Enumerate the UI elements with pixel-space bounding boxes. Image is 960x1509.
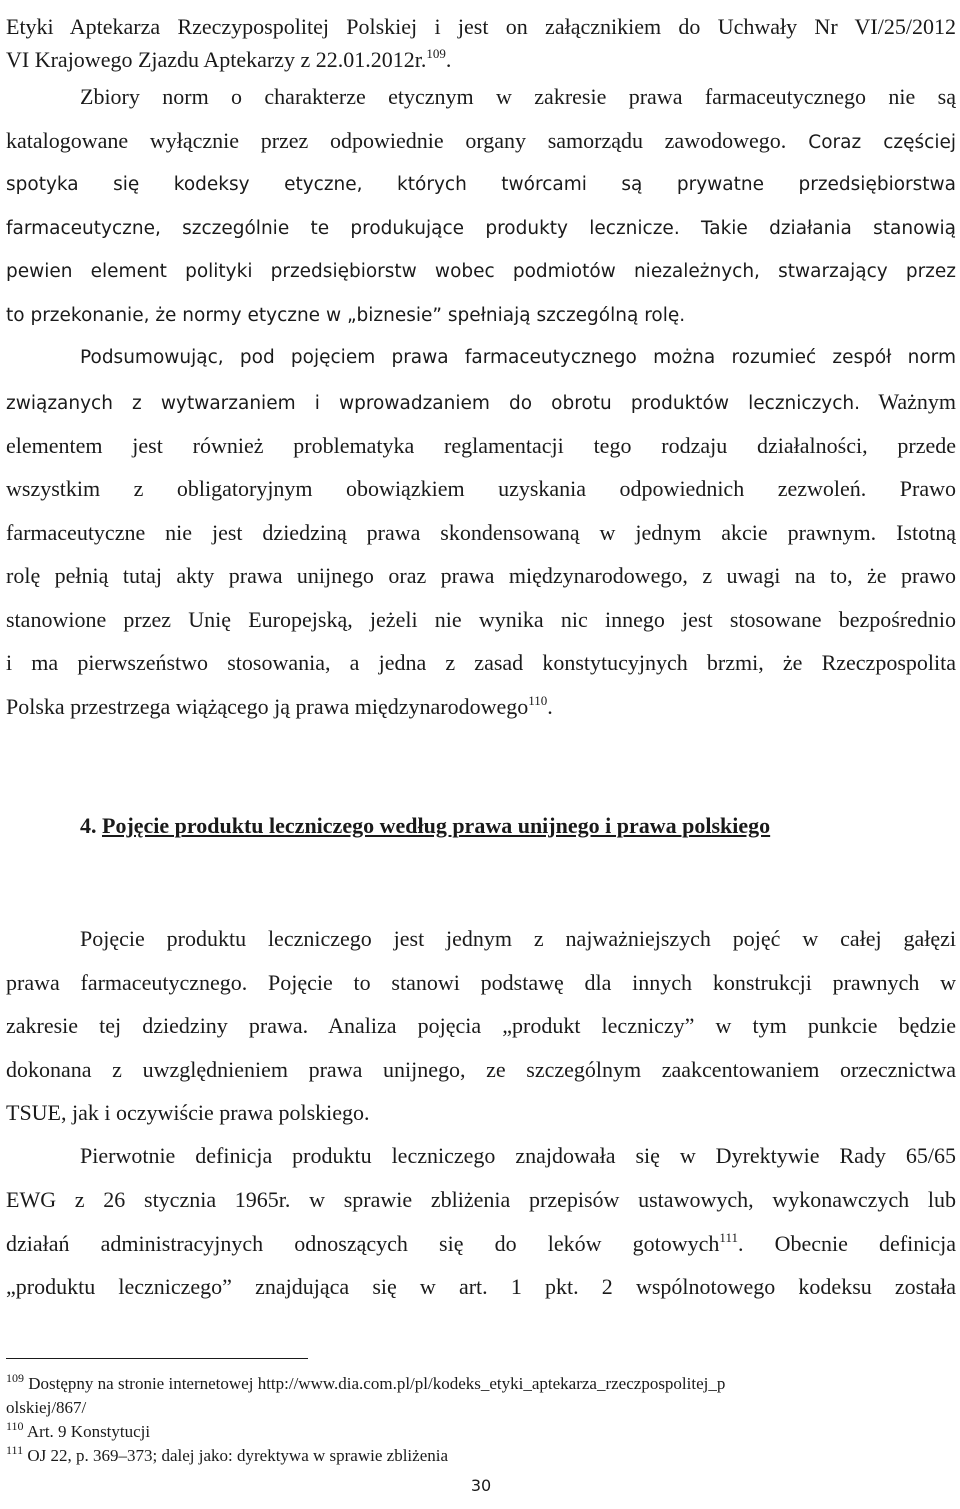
text-line: rolę pełnią tutaj akty prawa unijnego oraz prawa międzynarodowego, z uwagi na to, że prawo [6, 563, 956, 588]
text-line: stanowione przez Unię Europejską, jeżeli nie wynika nic innego jest stosowane bezpośrednio [6, 607, 956, 632]
text-line: Pojęcie produktu leczniczego jest jednym z najważniejszych pojęć w całej gałęzi [80, 926, 956, 951]
text-line: „produktu leczniczego” znajdująca się w art. 1 pkt. 2 wspólnotowego kodeksu została [6, 1274, 956, 1299]
text-line: to przekonanie, że normy etyczne w „biznesie” spełniają szczególną rolę. [6, 305, 686, 326]
text-line: Polska przestrzega wiążącego ją prawa międzynarodowego$^{110}$. [6, 693, 553, 719]
text-line: farmaceutyczne, szczególnie te produkujące produkty lecznicze. Takie działania stanowią [6, 218, 956, 239]
text-line: Zbiory norm o charakterze etycznym w zakresie prawa farmaceutycznego nie są [80, 84, 956, 109]
text-line: Pierwotnie definicja produktu leczniczego znajdowała się w Dyrektywie Rady 65/65 [80, 1143, 956, 1168]
footnote: olskiej/867/ [6, 1398, 87, 1417]
text-line: wszystkim z obligatoryjnym obowiązkiem uzyskania odpowiednich zezwoleń. Prawo [6, 476, 956, 501]
footnote-ref: 111 [719, 1230, 738, 1245]
page-number: 30 [470, 1476, 492, 1495]
text-line: TSUE, jak i oczywiście prawa polskiego. [6, 1100, 370, 1125]
text-line: związanych z wytwarzaniem i wprowadzaniem do obrotu produktów leczniczych. Ważnym [6, 389, 956, 414]
text-line: Etyki Aptekarza Rzeczypospolitej Polskiej i jest on załącznikiem do Uchwały Nr VI/25/2012 [6, 14, 956, 39]
text-line: dokonana z uwzględnieniem prawa unijnego, ze szczególnym zaakcentowaniem orzecznictwa [6, 1057, 956, 1082]
section-heading [80, 810, 770, 842]
text-line: prawa farmaceutycznego. Pojęcie to stanowi podstawę dla innych konstrukcji prawnych w [6, 970, 956, 995]
footnote: $^{111}$ OJ 22, p. 369–373; dalej jako: dyrektywa w sprawie zbliżenia [6, 1444, 449, 1465]
text-line: EWG z 26 stycznia 1965r. w sprawie zbliżenia przepisów ustawowych, wykonawczych lub [6, 1187, 956, 1212]
text-line: i ma pierwszeństwo stosowania, a jedna z zasad konstytucyjnych brzmi, że Rzeczpospolita [6, 650, 956, 675]
footnote-ref: 110 [528, 693, 548, 708]
footnote: $^{109}$ Dostępny na stronie internetowej http://www.dia.com.pl/pl/kodeks_etyki_aptekarza_rzeczpospolitej_p [6, 1372, 726, 1393]
text-line: spotyka się kodeksy etyczne, których twórcami są prywatne przedsiębiorstwa [6, 174, 956, 195]
text-line: działań administracyjnych odnoszących się do leków gotowych$^{111}$. Obecnie definicja [6, 1230, 956, 1256]
text-line: Podsumowując, pod pojęciem prawa farmaceutycznego można rozumieć zespół norm [80, 347, 956, 368]
footnote-ref: 109 [426, 46, 446, 61]
text-line: katalogowane wyłącznie przez odpowiednie organy samorządu zawodowego. Coraz częściej [6, 128, 956, 153]
text-line: VI Krajowego Zjazdu Aptekarzy z 22.01.2012r.$^{109}$. [6, 46, 452, 72]
text-line: elementem jest również problematyka reglamentacji tego rodzaju działalności, przede [6, 433, 956, 458]
text-line: farmaceutyczne nie jest dziedziną prawa skondensowaną w jednym akcie prawnym. Istotną [6, 520, 956, 545]
footnote: $^{110}$ Art. 9 Konstytucji [6, 1420, 151, 1441]
section-title: Pojęcie produktu leczniczego według prawa unijnego i prawa polskiego [102, 813, 771, 838]
text-line: pewien element polityki przedsiębiorstw wobec podmiotów niezależnych, stwarzający przez [6, 261, 956, 282]
section-number: 4. [80, 813, 97, 838]
footnote-separator [6, 1358, 308, 1359]
text-line: zakresie tej dziedziny prawa. Analiza pojęcia „produkt leczniczy” w tym punkcie będzie [6, 1013, 956, 1038]
